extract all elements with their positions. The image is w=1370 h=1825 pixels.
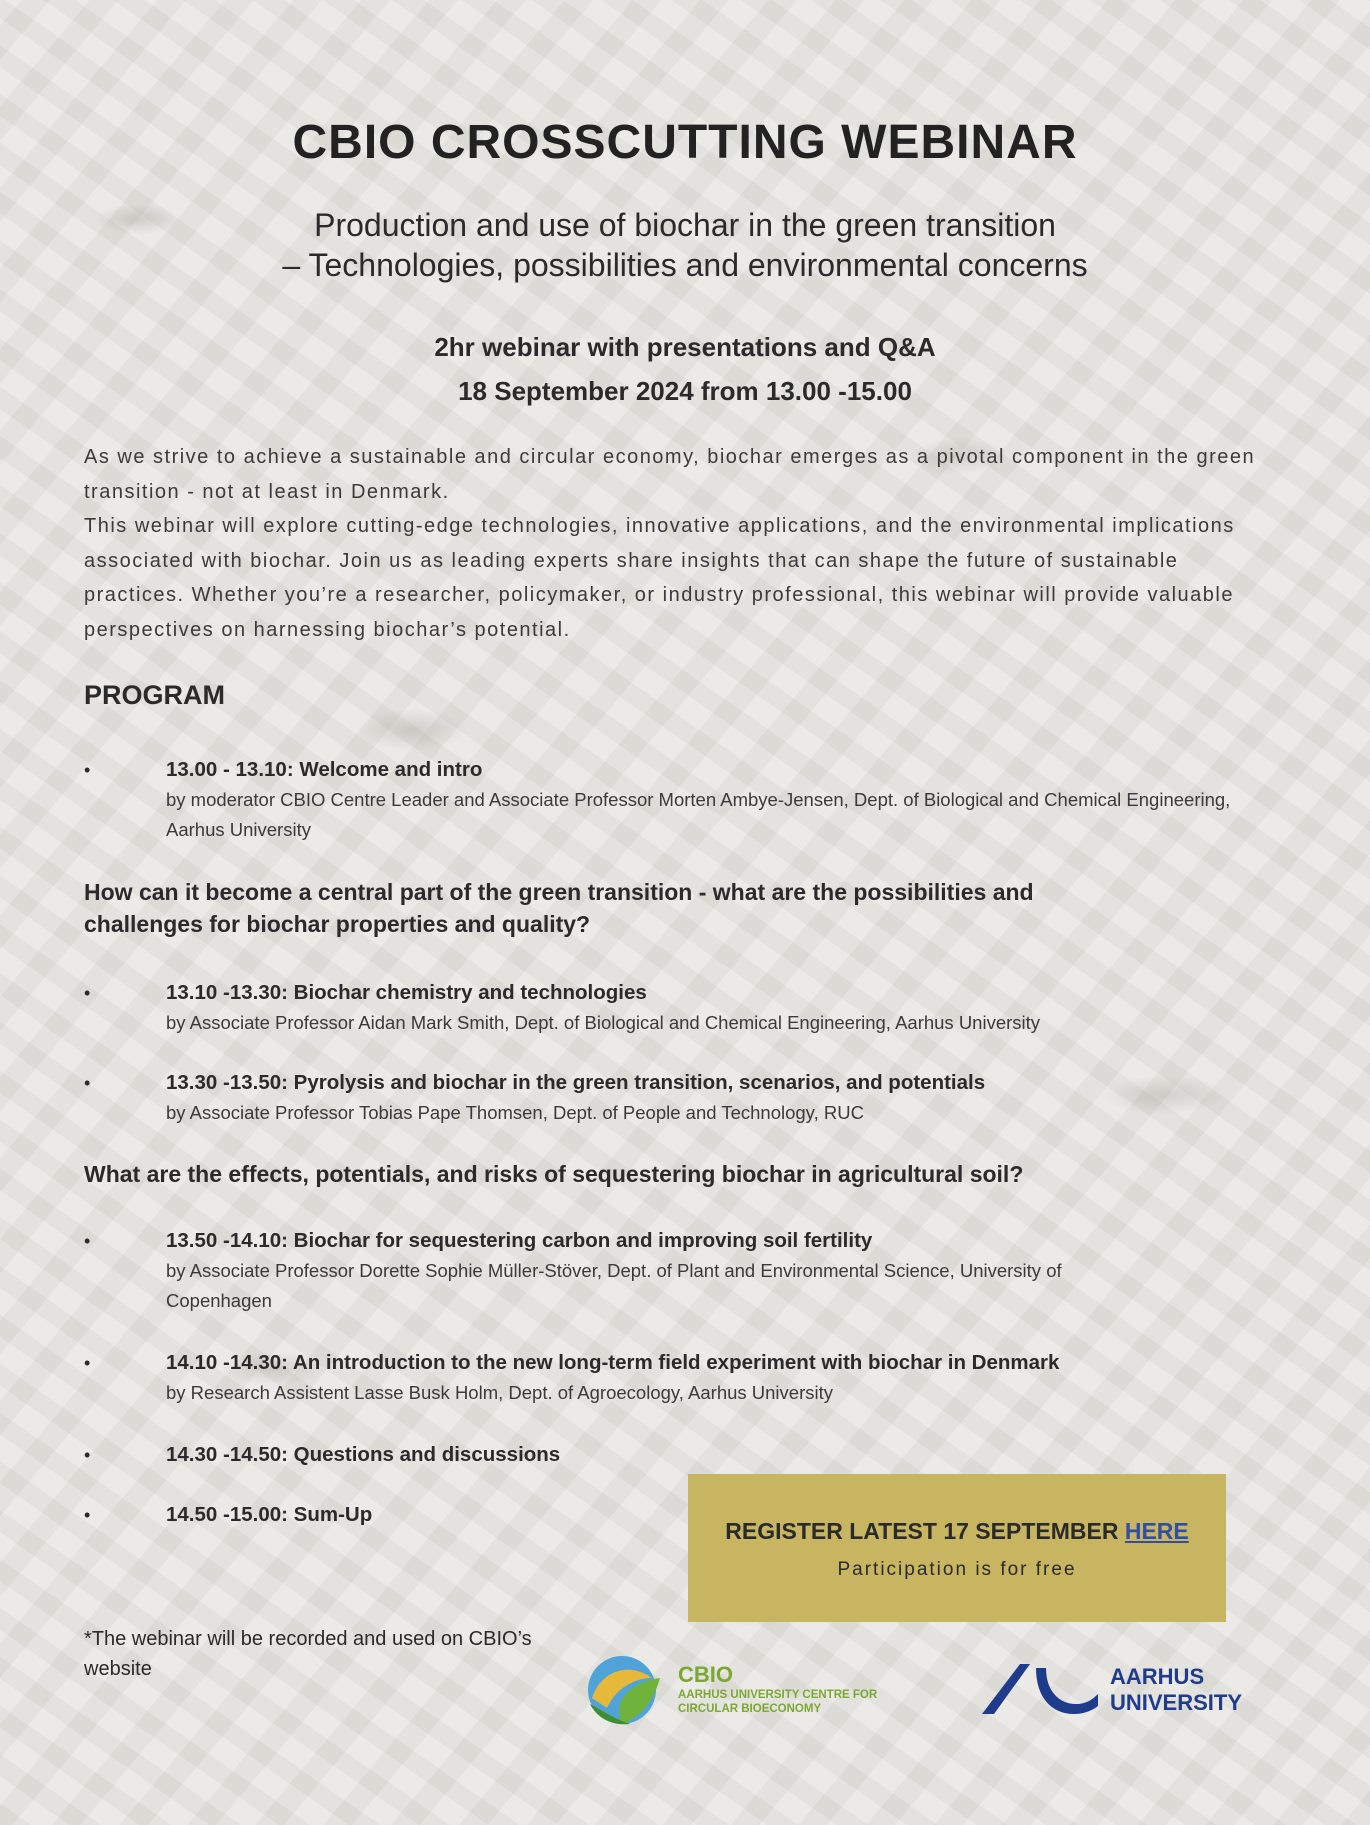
aarhus-university-text — [1110, 1664, 1242, 1716]
program-item-speaker: by Associate Professor Aidan Mark Smith, Dept. of Biological and Chemical Engineering, Aarhus University — [166, 1012, 1041, 1033]
program-item-title: 14.30 -14.50: Questions and discussions — [166, 1443, 561, 1466]
program-item-questions — [84, 1440, 1264, 1470]
cbio-logo-text — [678, 1662, 918, 1716]
page-title: CBIO CROSSCUTTING WEBINAR — [292, 116, 1078, 169]
program-item-title: 13.00 - 13.10: Welcome and intro — [166, 758, 483, 781]
register-line — [688, 1518, 1226, 1545]
section-question-1: How can it become a central part of the green transition - what are the possibilities and challenges for biochar properties and quality? — [84, 879, 1034, 937]
bullet: • — [84, 983, 91, 1003]
program-item-title: 14.10 -14.30: An introduction to the new long-term field experiment with biochar in Denmark — [166, 1351, 1060, 1374]
intro-paragraph-1: As we strive to achieve a sustainable and circular economy, biochar emerges as a pivotal component in the green transition - not at least in Denmark. — [84, 446, 1256, 503]
bullet: • — [84, 1073, 91, 1093]
aarhus-university-logo-icon — [980, 1660, 1100, 1716]
event-date: 18 September 2024 from 13.00 -15.00 — [458, 376, 912, 406]
program-item-sequestering — [84, 1226, 1264, 1316]
program-item-title: 13.30 -13.50: Pyrolysis and biochar in the green transition, scenarios, and potentials — [166, 1071, 986, 1094]
program-item-speaker: by Associate Professor Tobias Pape Thomsen, Dept. of People and Technology, RUC — [166, 1102, 864, 1123]
au-line-2: UNIVERSITY — [1110, 1690, 1243, 1715]
subtitle-line-1: Production and use of biochar in the green transition — [314, 207, 1056, 243]
register-link[interactable]: HERE — [1124, 1518, 1189, 1544]
cbio-logo-icon — [582, 1648, 668, 1728]
section-question-2: What are the effects, potentials, and risks of sequestering biochar in agricultural soil? — [84, 1161, 1024, 1187]
program-item-title: 14.50 -15.00: Sum-Up — [166, 1503, 373, 1526]
recording-note: *The webinar will be recorded and used on CBIO’s website — [84, 1628, 532, 1680]
program-item-speaker: by moderator CBIO Centre Leader and Associate Professor Morten Ambye-Jensen, Dept. of Biological and Chemical Engineering, Aarhus University — [166, 789, 1231, 840]
au-line-1: AARHUS — [1110, 1664, 1205, 1689]
register-box — [688, 1474, 1226, 1622]
event-info — [0, 325, 1370, 413]
bullet: • — [84, 1231, 91, 1251]
subtitle — [0, 205, 1370, 285]
program-heading: PROGRAM — [84, 680, 225, 710]
program-item-welcome — [84, 755, 1264, 845]
register-text: REGISTER LATEST 17 SEPTEMBER — [725, 1518, 1119, 1544]
intro-paragraph-2: This webinar will explore cutting-edge technologies, innovative applications, and the environmental implications associated with biochar. Join us as leading experts share insights that can shape the future of sustainable practices. Whether you’re a researcher, policymaker, or industry professional, this webinar will provide valuable perspectives on harnessing biochar’s potential. — [84, 515, 1235, 641]
participation-note: Participation is for free — [837, 1559, 1077, 1580]
program-item-title: 13.10 -13.30: Biochar chemistry and technologies — [166, 981, 647, 1004]
program-item-title: 13.50 -14.10: Biochar for sequestering carbon and improving soil fertility — [166, 1229, 873, 1252]
event-format: 2hr webinar with presentations and Q&A — [434, 332, 936, 362]
bullet: • — [84, 760, 91, 780]
intro-text — [84, 440, 1284, 647]
program-item-field-experiment — [84, 1348, 1264, 1408]
program-item-pyrolysis — [84, 1068, 1264, 1128]
program-item-chemistry — [84, 978, 1264, 1038]
cbio-name: CBIO — [678, 1662, 733, 1687]
cbio-fullname: AARHUS UNIVERSITY CENTRE FOR CIRCULAR BIOECONOMY — [678, 1689, 878, 1715]
bullet: • — [84, 1353, 91, 1373]
bullet: • — [84, 1505, 91, 1525]
program-item-speaker: by Associate Professor Dorette Sophie Müller-Stöver, Dept. of Plant and Environmental Science, University of Copenhagen — [166, 1260, 1062, 1311]
subtitle-line-2: – Technologies, possibilities and environmental concerns — [282, 247, 1088, 283]
bullet: • — [84, 1445, 91, 1465]
program-item-speaker: by Research Assistent Lasse Busk Holm, Dept. of Agroecology, Aarhus University — [166, 1382, 833, 1403]
